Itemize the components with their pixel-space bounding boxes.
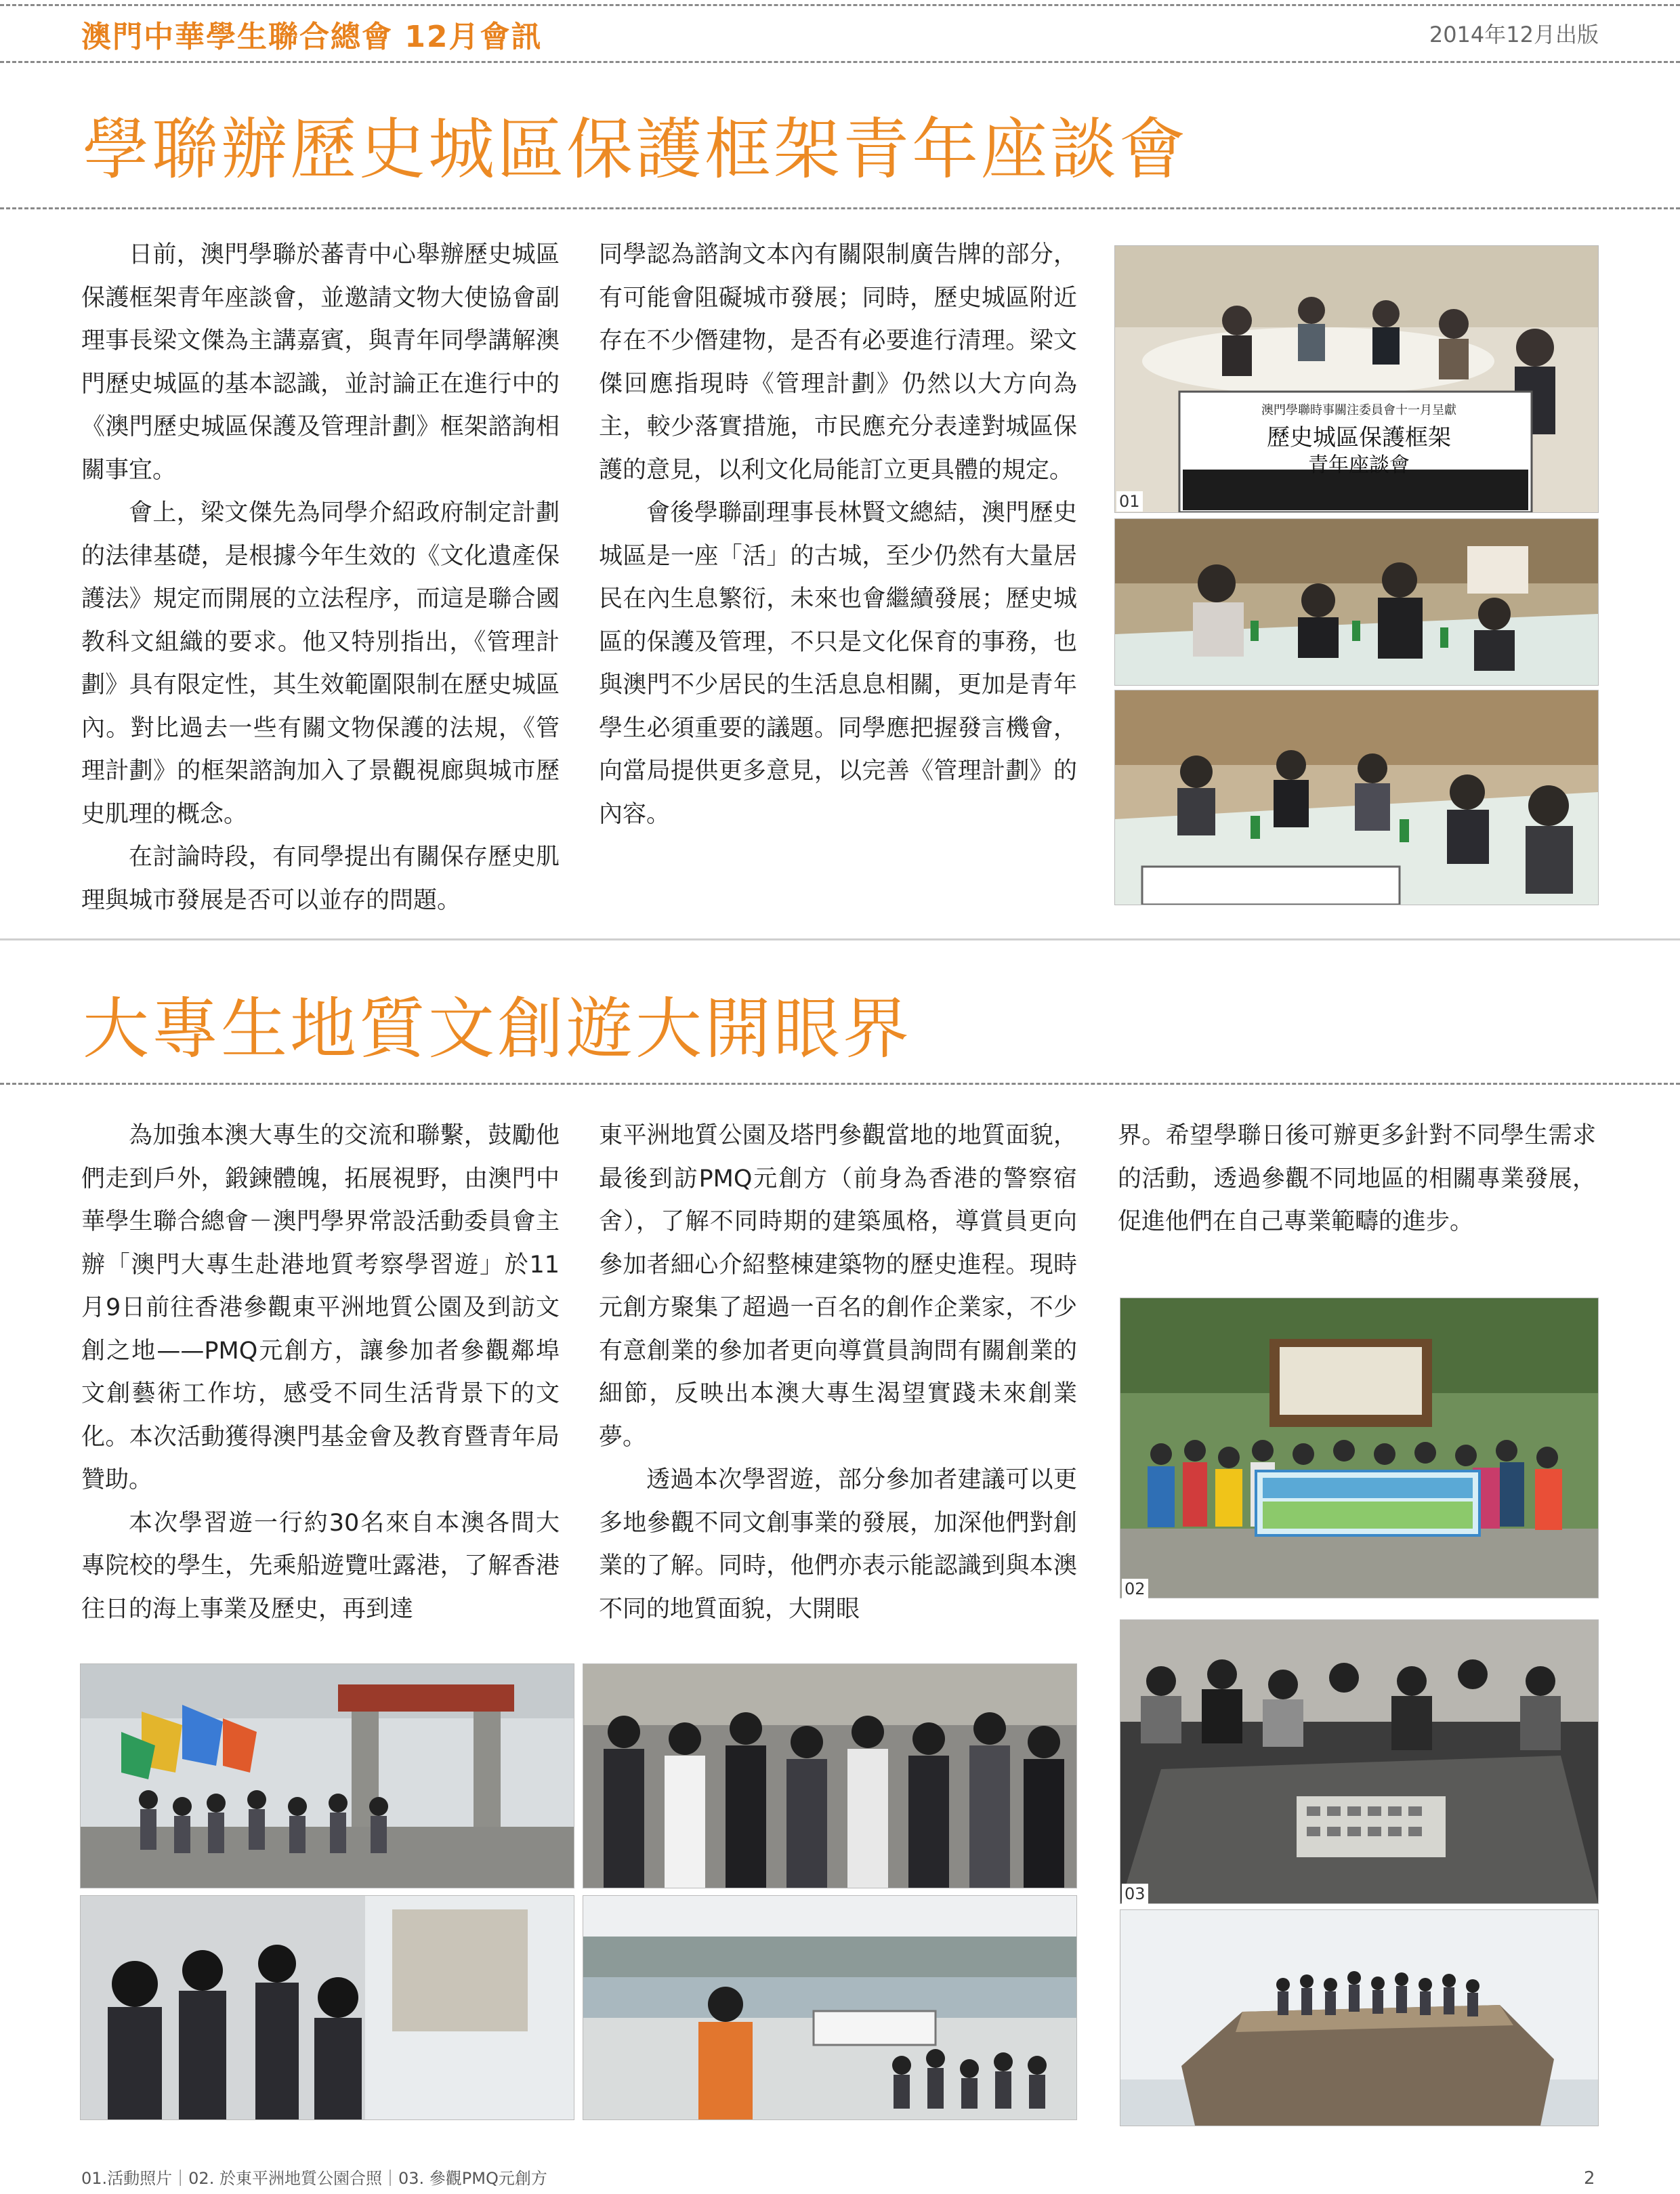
- photo-group-geopark: [1120, 1298, 1599, 1598]
- article2-paragraph: 透過本次學習遊，部分參加者建議可以更多地參觀不同文創事業的發展，加深他們對創業的了解。同時，他們亦表示能認識到與本澳不同的地質面貌，大開眼: [599, 1466, 1077, 1623]
- photo-label: 02: [1122, 1579, 1148, 1599]
- article1-column-2: [599, 234, 1077, 836]
- article2-paragraph: 東平洲地質公園及塔門參觀當地的地質面貌，最後到訪PMQ元創方（前身為香港的警察宿舍），了解不同時期的建築風格，導賞員更向參加者細心介紹整棟建築物的歷史進程。現時元創方聚集了超過一百名的創作企業家，不少有意創業的參加者更向導賞員詢問有關創業的細節，反映出本澳大專生渴望實踐未來創業夢。: [599, 1122, 1077, 1451]
- article1-paragraph: 同學認為諮詢文本內有關限制廣告牌的部分，有可能會阻礙城市發展；同時，歷史城區附近存在不少僭建物，是否有必要進行清理。梁文傑回應指現時《管理計劃》仍然以大方向為主，較少落實措施，市民應充分表達對城區保護的意見，以利文化局能訂立更具體的規定。: [599, 241, 1077, 484]
- article1-paragraph: 會後學聯副理事長林賢文總結，澳門歷史城區是一座「活」的古城，至少仍然有大量居民在內生息繁衍，未來也會繼續發展；歷史城區的保護及管理，不只是文化保育的事務，也與澳門不少居民的生活息息相關，更加是青年學生必須重要的議題。同學應把握發言機會，向當局提供更多意見，以完善《管理計劃》的內容。: [599, 499, 1077, 828]
- article1-paragraph: 會上，梁文傑先為同學介紹政府制定計劃的法律基礎，是根據今年生效的《文化遺產保護法》規定而開展的立法程序，而這是聯合國教科文組織的要求。他又特別指出，《管理計劃》具有限定性，其生效範圍限制在歷史城區內。對比過去一些有關文物保護的法規，《管理計劃》的框架諮詢加入了景觀視廊與城市歷史肌理的概念。: [81, 499, 560, 828]
- photo-temple-flags: [80, 1663, 574, 1888]
- article1-rule: [0, 207, 1680, 209]
- photo-seminar-discussion: [1114, 518, 1599, 686]
- photo-pmq-model: [1120, 1619, 1599, 1904]
- newsletter-title: 澳門中華學生聯合總會 12月會訊: [81, 20, 543, 54]
- article1-paragraph: 在討論時段，有同學提出有關保存歷史肌理與城市發展是否可以並存的問題。: [81, 844, 560, 914]
- banner-title-line: 歷史城區保護框架: [1267, 424, 1451, 451]
- photo-captions: 01.活動照片｜02. 於東平洲地質公園合照｜03. 參觀PMQ元創方: [81, 2169, 547, 2188]
- photo-crowd-pmq: [583, 1663, 1077, 1888]
- page-number: 2: [1584, 2168, 1595, 2189]
- article2-paragraph: 為加強本澳大專生的交流和聯繫，鼓勵他們走到戶外，鍛鍊體魄，拓展視野，由澳門中華學生聯合總會－澳門學界常設活動委員會主辦「澳門大專生赴港地質考察學習遊」於11月9日前往香港參觀東平洲地質公園及到訪文創之地——PMQ元創方，讓參加者參觀鄰埠文創藝術工作坊，感受不同生活背景下的文化。本次活動獲得澳門基金會及教育暨青年局贊助。: [81, 1122, 560, 1493]
- photo-label: 01: [1116, 491, 1143, 512]
- photo-boat-harbour: [583, 1895, 1077, 2120]
- article1-title: 學聯辦歷史城區保護框架青年座談會: [83, 111, 1189, 188]
- photo-seminar-banner: [1114, 245, 1599, 513]
- issue-date: 2014年12月出版: [1429, 22, 1599, 47]
- article2-paragraph: 本次學習遊一行約30名來自本澳各間大專院校的學生，先乘船遊覽吐露港，了解香港往日的海上事業及歷史，再到達: [81, 1509, 560, 1623]
- article1-paragraph: 日前，澳門學聯於蕃青中心舉辦歷史城區保護框架青年座談會，並邀請文物大使協會副理事長梁文傑為主講嘉賓，與青年同學講解澳門歷史城區的基本認識，並討論正在進行中的《澳門歷史城區保護及管理計劃》框架諮詢相關事宜。: [81, 241, 560, 484]
- article2-column-1: [81, 1115, 560, 1631]
- article2-title: 大專生地質文創遊大開眼界: [83, 991, 912, 1068]
- section-divider: [0, 938, 1680, 940]
- article2-column-2: [599, 1115, 1077, 1631]
- photo-exhibition: [80, 1895, 574, 2120]
- photo-group-rock: [1120, 1909, 1599, 2126]
- banner-title-line: 青年座談會: [1308, 453, 1410, 477]
- article2-rule: [0, 1083, 1680, 1085]
- article2-column-3: [1118, 1115, 1596, 1244]
- article1-column-1: [81, 234, 560, 922]
- photo-label: 03: [1122, 1884, 1148, 1904]
- header-top-rule: [0, 4, 1680, 6]
- article2-paragraph: 界。希望學聯日後可辦更多針對不同學生需求的活動，透過參觀不同地區的相關專業發展，促進他們在自己專業範疇的進步。: [1118, 1122, 1596, 1235]
- header-bottom-rule: [0, 61, 1680, 63]
- banner-caption: 澳門學聯時事關注委員會十一月呈獻: [1261, 403, 1456, 417]
- photo-seminar-table: [1114, 690, 1599, 905]
